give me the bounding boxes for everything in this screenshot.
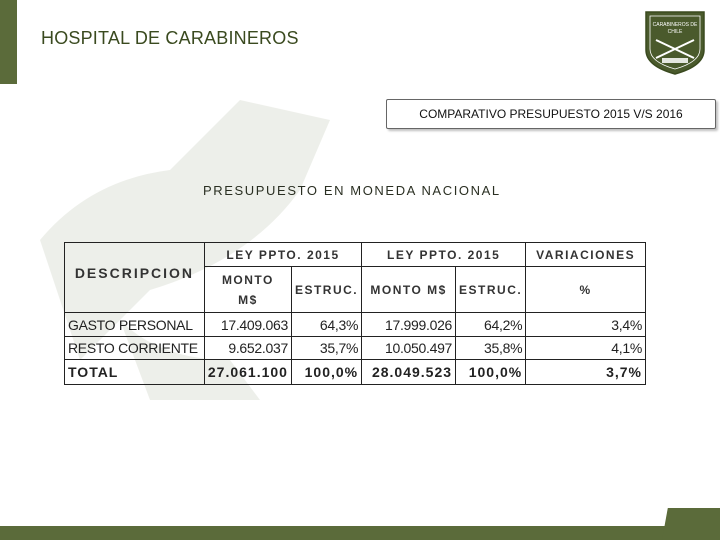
table-row <box>65 336 646 359</box>
total-variacion: 3,7% <box>526 359 646 384</box>
header-monto-ms-b: MONTO M$ <box>362 267 456 313</box>
row-estruc-a: 35,7% <box>291 336 361 359</box>
total-estruc-b: 100,0% <box>456 359 526 384</box>
table-header-row-1 <box>65 243 646 267</box>
header-variaciones: VARIACIONES <box>526 243 646 267</box>
row-monto-2015-a: 17.409.063 <box>204 313 291 336</box>
page-title: HOSPITAL DE CARABINEROS <box>41 28 299 48</box>
header-estruc-a: ESTRUC. <box>291 267 361 313</box>
header-monto-line2: M$ <box>238 292 258 307</box>
total-estruc-a: 100,0% <box>291 359 361 384</box>
comparison-subtitle-text: COMPARATIVO PRESUPUESTO 2015 V/S 2016 <box>419 107 683 121</box>
row-estruc-a: 64,3% <box>291 313 361 336</box>
budget-table-wrapper <box>64 242 646 385</box>
row-monto-2015-b: 10.050.497 <box>362 336 456 359</box>
row-desc: GASTO PERSONAL <box>65 313 205 336</box>
carabineros-logo <box>640 10 710 76</box>
comparison-subtitle <box>386 99 716 129</box>
header-descripcion: DESCRIPCION <box>65 243 205 313</box>
total-monto-b: 28.049.523 <box>362 359 456 384</box>
row-variacion: 3,4% <box>526 313 646 336</box>
row-variacion: 4,1% <box>526 336 646 359</box>
logo-text-line1: CARABINEROS DE <box>652 22 698 28</box>
row-monto-2015-b: 17.999.026 <box>362 313 456 336</box>
budget-table <box>64 242 646 385</box>
bottom-corner-accent <box>662 508 720 540</box>
table-total-row <box>65 359 646 384</box>
table-row <box>65 313 646 336</box>
row-estruc-b: 64,2% <box>456 313 526 336</box>
row-desc: RESTO CORRIENTE <box>65 336 205 359</box>
header-ley-ppto-2015-a: LEY PPTO. 2015 <box>204 243 361 267</box>
header-monto-ms-a <box>204 267 291 313</box>
header-monto-line1: MONTO <box>221 272 274 287</box>
total-desc: TOTAL <box>65 359 205 384</box>
logo-text-line2: CHILE <box>667 29 683 35</box>
bottom-accent-bar <box>0 526 720 540</box>
header-percent: % <box>526 267 646 313</box>
total-monto-a: 27.061.100 <box>204 359 291 384</box>
header-estruc-b: ESTRUC. <box>456 267 526 313</box>
header-ley-ppto-2015-b: LEY PPTO. 2015 <box>362 243 526 267</box>
section-title: PRESUPUESTO EN MONEDA NACIONAL <box>203 183 501 198</box>
row-monto-2015-a: 9.652.037 <box>204 336 291 359</box>
row-estruc-b: 35,8% <box>456 336 526 359</box>
